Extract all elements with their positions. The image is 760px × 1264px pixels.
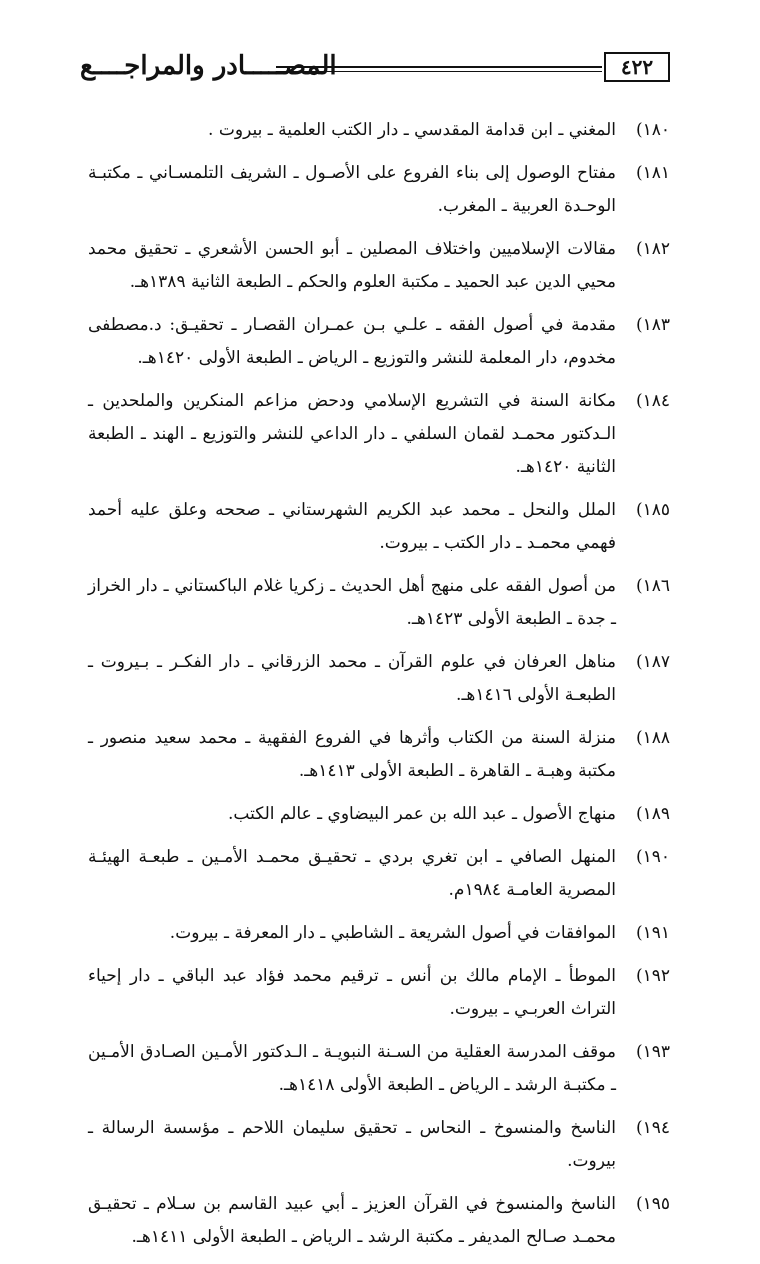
entry-text: الملل والنحل ـ محمد عبد الكريم الشهرستاني ـ صححه وعلق عليه أحمد فهمي محمـد ـ دار الكتب ـ بيروت. (88, 500, 616, 553)
entry-number: ١٩٤) (635, 1118, 670, 1138)
bibliography-entry (88, 798, 668, 831)
entry-text: الموافقات في أصول الشريعة ـ الشاطبي ـ دار المعرفة ـ بيروت. (169, 923, 616, 943)
entry-number: ١٩٥) (635, 1194, 670, 1214)
bibliography-entry (88, 233, 668, 299)
header-rule (276, 66, 602, 72)
bibliography-entry (88, 309, 668, 375)
entry-text: مفتاح الوصول إلى بناء الفروع على الأصـول ـ الشريف التلمسـاني ـ مكتبـة الوحـدة العربية ـ المغرب. (88, 163, 616, 216)
page-number: ٤٢٢ (604, 52, 670, 82)
bibliography-entry (88, 1188, 668, 1254)
entry-number: ١٩٠) (635, 847, 670, 867)
entry-text: منزلة السنة من الكتاب وأثرها في الفروع الفقهية ـ محمد سعيد منصور ـ مكتبة وهبـة ـ القاهرة ـ الطبعة الأولى ١٤١٣هـ. (88, 728, 616, 781)
entry-number: ١٨١) (635, 163, 670, 183)
bibliography-entry (88, 114, 668, 147)
bibliography-entry (88, 917, 668, 950)
bibliography-list (88, 114, 668, 1264)
running-title: المصـــــادر والمراجــــع (80, 51, 337, 81)
bibliography-entry (88, 646, 668, 712)
entry-number: ١٩١) (635, 923, 670, 943)
entry-number: ١٨٧) (635, 652, 670, 672)
entry-number: ١٨٦) (635, 576, 670, 596)
entry-text: من أصول الفقه على منهج أهل الحديث ـ زكريا غلام الباكستاني ـ دار الخراز ـ جدة ـ الطبعة الأولى ١٤٢٣هـ. (88, 576, 616, 629)
entry-number: ١٨٥) (635, 500, 670, 520)
entry-number: ١٨٨) (635, 728, 670, 748)
entry-text: مقالات الإسلاميين واختلاف المصلين ـ أبو الحسن الأشعري ـ تحقيق محمد محيي الدين عبد الحميد ـ مكتبة العلوم والحكم ـ الطبعة الثانية ١٣٨٩هـ. (88, 239, 616, 292)
entry-text: المنهل الصافي ـ ابن تغري بردي ـ تحقيـق محمـد الأمـين ـ طبعـة الهيئـة المصرية العامـة ١٩٨٤م. (88, 847, 616, 900)
entry-text: مقدمة في أصول الفقه ـ علـي بـن عمـران القصـار ـ تحقيـق: د.مصطفى مخدوم، دار المعلمة للنشر والتوزيع ـ الرياض ـ الطبعة الأولى ١٤٢٠هـ. (88, 315, 616, 368)
entry-text: الناسخ والمنسوخ في القرآن العزيز ـ أبي عبيد القاسم بن سـلام ـ تحقيـق محمـد صـالح المديفر ـ مكتبة الرشد ـ الرياض ـ الطبعة الأولى ١٤١١هـ. (88, 1194, 616, 1247)
entry-text: الناسخ والمنسوخ ـ النحاس ـ تحقيق سليمان اللاحم ـ مؤسسة الرسالة ـ بيروت. (88, 1118, 616, 1171)
entry-text: المغني ـ ابن قدامة المقدسي ـ دار الكتب العلمية ـ بيروت . (208, 120, 616, 140)
entry-number: ١٨٤) (635, 391, 670, 411)
entry-number: ١٨٣) (635, 315, 670, 335)
bibliography-entry (88, 1036, 668, 1102)
entry-number: ١٩٢) (635, 966, 670, 986)
entry-number: ١٨٠) (635, 120, 670, 140)
entry-number: ١٩٣) (635, 1042, 670, 1062)
bibliography-entry (88, 1112, 668, 1178)
entry-text: موقف المدرسة العقلية من السـنة النبويـة ـ الـدكتور الأمـين الصـادق الأمـين ـ مكتبـة الرشد ـ الرياض ـ الطبعة الأولى ١٤١٨هـ. (88, 1042, 616, 1095)
bibliography-entry (88, 494, 668, 560)
bibliography-entry (88, 722, 668, 788)
entry-number: ١٨٢) (635, 239, 670, 259)
bibliography-entry (88, 960, 668, 1026)
bibliography-entry (88, 157, 668, 223)
entry-text: منهاج الأصول ـ عبد الله بن عمر البيضاوي ـ عالم الكتب. (227, 804, 616, 824)
page-header (80, 46, 670, 86)
bibliography-entry (88, 385, 668, 484)
entry-number: ١٨٩) (635, 804, 670, 824)
bibliography-entry (88, 570, 668, 636)
entry-text: الموطأ ـ الإمام مالك بن أنس ـ ترقيم محمد فؤاد عبد الباقي ـ دار إحياء التراث العربـي ـ بيروت. (88, 966, 616, 1019)
entry-text: مناهل العرفان في علوم القرآن ـ محمد الزرقاني ـ دار الفكـر ـ بـيروت ـ الطبعـة الأولى ١٤١٦هـ. (88, 652, 616, 705)
bibliography-entry (88, 841, 668, 907)
entry-text: مكانة السنة في التشريع الإسلامي ودحض مزاعم المنكرين والملحدين ـ الـدكتور محمـد لقمان السلفي ـ دار الداعي للنشر والتوزيع ـ الهند ـ الطبعة الثانية ١٤٢٠هـ. (88, 391, 616, 477)
